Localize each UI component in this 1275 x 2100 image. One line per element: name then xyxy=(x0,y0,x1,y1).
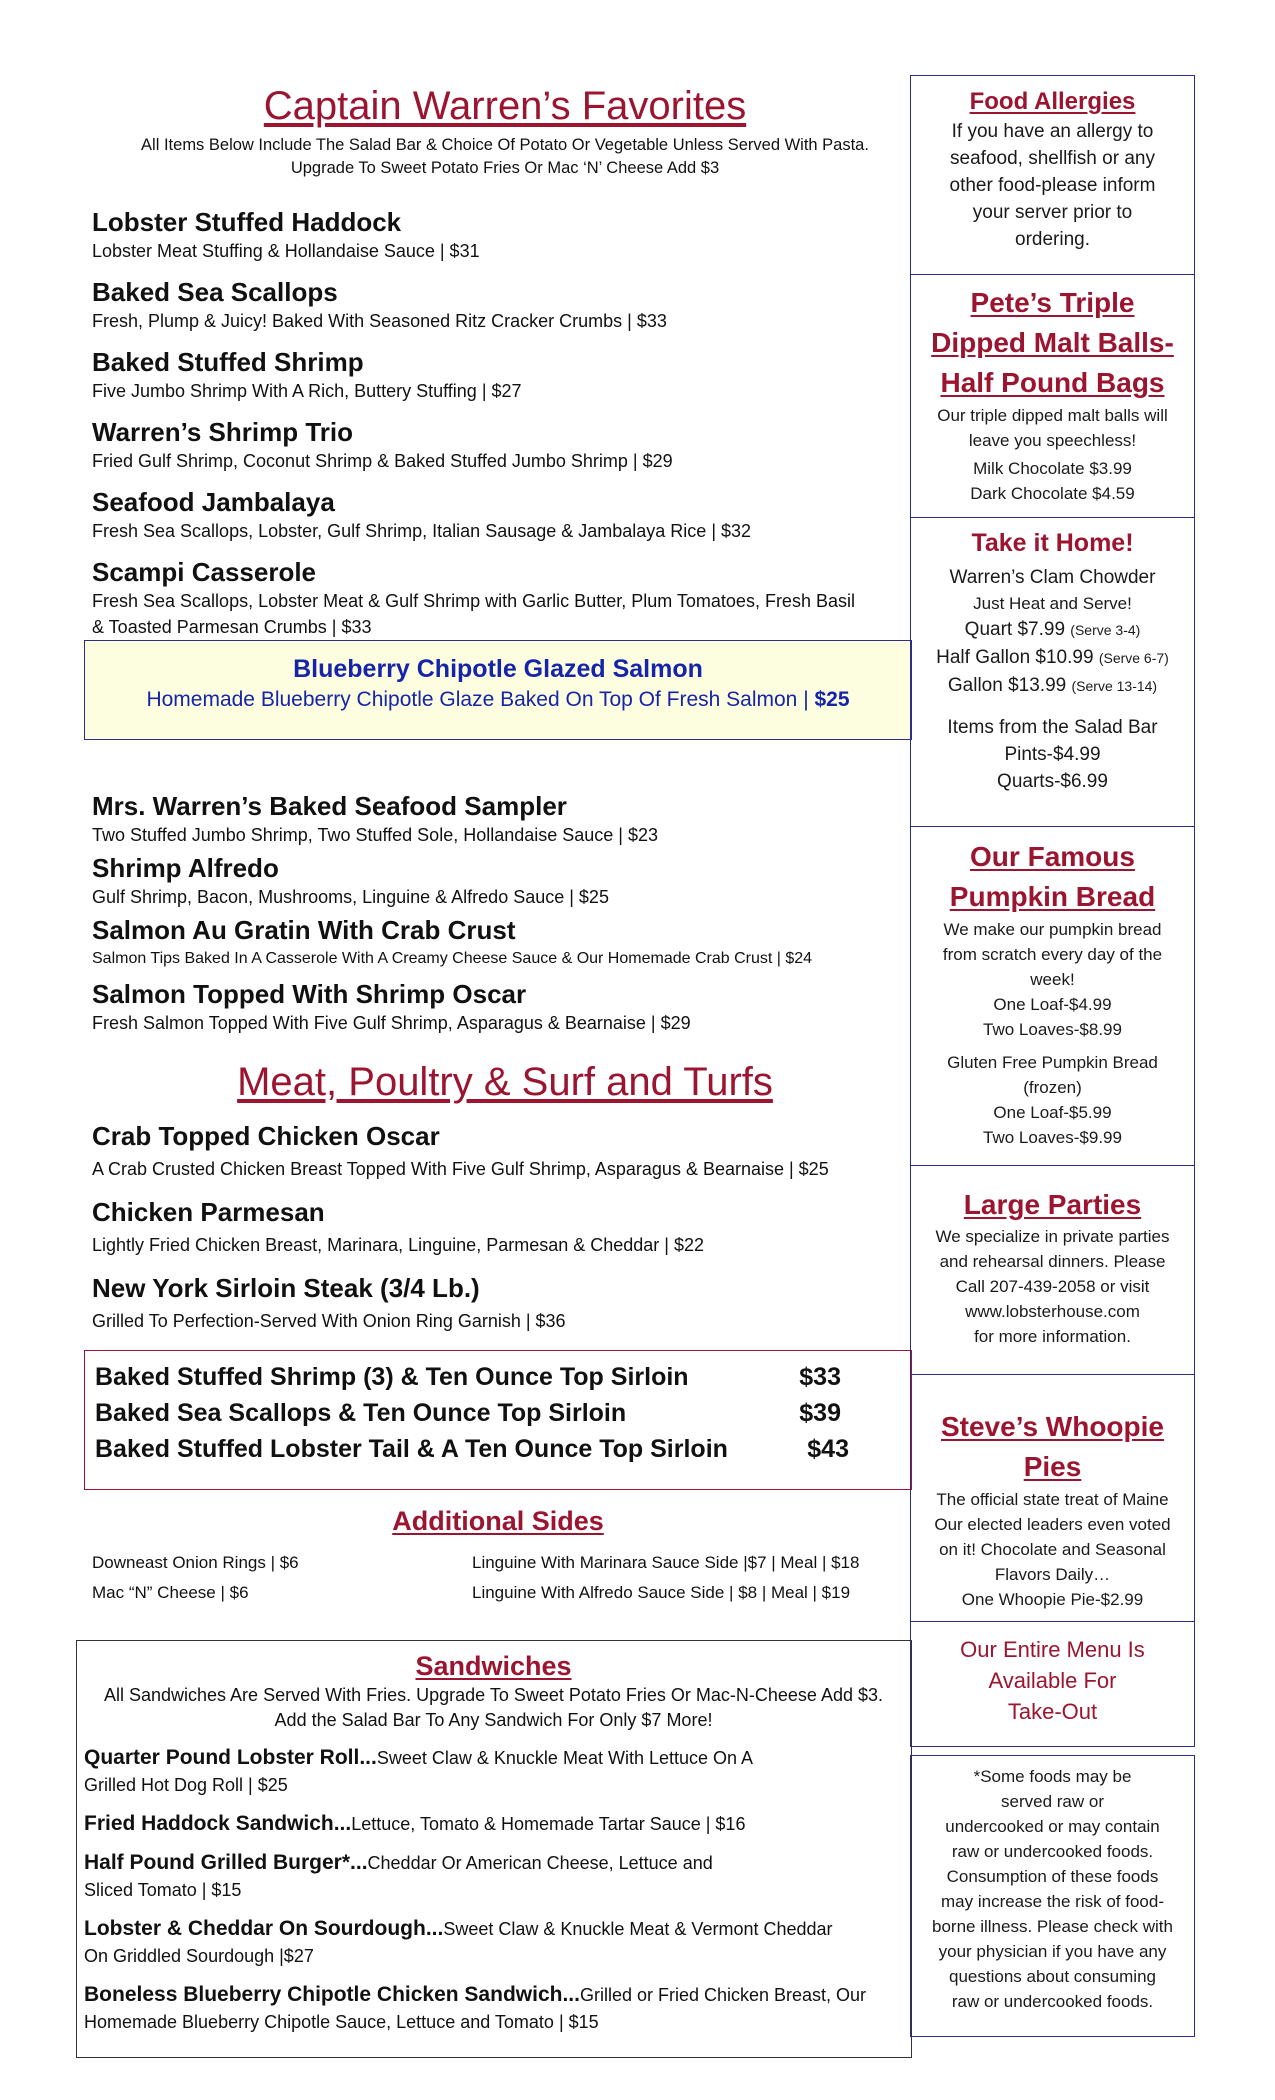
take-out-box: Our Entire Menu Is Available For Take-Out xyxy=(910,1621,1195,1747)
sides-right xyxy=(472,1548,912,1608)
featured-desc: Homemade Blueberry Chipotle Glaze Baked On Top Of Fresh Salmon | $25 xyxy=(146,688,850,711)
item-desc: Lightly Fried Chicken Breast, Marinara, Linguine, Parmesan & Cheddar | $22 xyxy=(92,1235,704,1255)
favorites-list xyxy=(92,206,912,640)
parties-title: Large Parties xyxy=(963,1189,1142,1220)
item-desc: Five Jumbo Shrimp With A Rich, Buttery Stuffing | $27 xyxy=(92,381,522,401)
malt-title: Pete’s Triple Dipped Malt Balls- Half Pound Bags xyxy=(931,287,1174,398)
item-name: Shrimp Alfredo xyxy=(92,853,279,883)
sandwiches-title: Sandwiches xyxy=(415,1651,572,1681)
featured-price: $25 xyxy=(814,688,850,711)
item-name: Warren’s Shrimp Trio xyxy=(92,417,354,447)
menu-item xyxy=(92,852,912,914)
sandwich-item: Half Pound Grilled Burger*...Cheddar Or American Cheese, Lettuce and Sliced Tomato | $15 xyxy=(84,1851,713,1900)
favorites-title: Captain Warren’s Favorites xyxy=(263,84,747,128)
chowder-size: Half Gallon $10.99 (Serve 6-7) xyxy=(936,647,1169,668)
menu-item xyxy=(92,486,912,556)
side-item: Mac “N” Cheese | $6 xyxy=(92,1583,249,1602)
sandwich-name: Lobster & Cheddar On Sourdough... xyxy=(84,1917,444,1940)
item-name: Salmon Topped With Shrimp Oscar xyxy=(92,979,527,1009)
item-name: Salmon Au Gratin With Crab Crust xyxy=(92,915,516,945)
take-it-home-box: Take it Home! Warren’s Clam Chowder Just Heat and Serve! Quart $7.99 (Serve 3-4) Half Gallon $10.99 (Serve 6-7) Gallon $13.99 (Serve 13-14) Items from the Salad Bar Pints-$4.99 Quarts-$6.99 xyxy=(910,517,1195,827)
item-name: Crab Topped Chicken Oscar xyxy=(92,1121,440,1151)
takehome-title: Take it Home! xyxy=(971,529,1134,557)
meat-title: Meat, Poultry & Surf and Turfs xyxy=(237,1060,773,1104)
item-desc: Two Stuffed Jumbo Shrimp, Two Stuffed Sole, Hollandaise Sauce | $23 xyxy=(92,825,659,845)
menu-item xyxy=(92,276,912,346)
sandwiches-box xyxy=(76,1640,912,2058)
item-desc: Fresh Salmon Topped With Five Gulf Shrimp, Asparagus & Bearnaise | $29 xyxy=(92,1013,691,1033)
chowder-size: Gallon $13.99 (Serve 13-14) xyxy=(947,675,1158,696)
item-name: Lobster Stuffed Haddock xyxy=(92,207,402,237)
menu-item xyxy=(92,978,912,1036)
sandwich-name: Fried Haddock Sandwich... xyxy=(84,1812,352,1835)
sides-left xyxy=(92,1548,472,1608)
item-name: Seafood Jambalaya xyxy=(92,487,335,517)
allergies-title: Food Allergies xyxy=(969,88,1136,115)
whoopie-pies-box: Steve’s Whoopie Pies The official state treat of Maine Our elected leaders even voted on it! Chocolate and Seasonal Flavors Daily… One Whoopie Pie-$2.99 xyxy=(910,1374,1195,1622)
side-item: Downeast Onion Rings | $6 xyxy=(92,1553,299,1572)
large-parties-box: Large Parties We specialize in private parties and rehearsal dinners. Please Call 207-439-2058 or visit www.lobsterhouse.com for more information. xyxy=(910,1165,1195,1375)
item-desc: A Crab Crusted Chicken Breast Topped With Five Gulf Shrimp, Asparagus & Bearnaise | $25 xyxy=(92,1159,829,1179)
food-allergies-box: Food Allergies If you have an allergy to seafood, shellfish or any other food-please inform your server prior to ordering. xyxy=(910,75,1195,275)
item-desc: Fresh Sea Scallops, Lobster Meat & Gulf Shrimp with Garlic Butter, Plum Tomatoes, Fresh Basil xyxy=(92,591,855,611)
sides-title: Additional Sides xyxy=(392,1506,604,1536)
chowder-size: Quart $7.99 (Serve 3-4) xyxy=(964,619,1141,640)
item-desc: Gulf Shrimp, Bacon, Mushrooms, Linguine & Alfredo Sauce | $25 xyxy=(92,887,609,907)
surf-turf-box xyxy=(84,1350,912,1490)
whoopie-title: Steve’s Whoopie Pies xyxy=(940,1411,1164,1482)
menu-item xyxy=(92,914,912,978)
item-name: New York Sirloin Steak (3/4 Lb.) xyxy=(92,1273,480,1303)
item-desc: Salmon Tips Baked In A Casserole With A Creamy Cheese Sauce & Our Homemade Crab Crust | $24 xyxy=(92,950,813,967)
raw-food-notice-box: *Some foods may be served raw or undercooked or may contain raw or undercooked foods. Consumption of these foods may increase the risk of food- borne illness. Please check with your physician if you have any questions about consuming raw or undercooked foods. xyxy=(910,1755,1195,2037)
favorites-note: All Items Below Include The Salad Bar & Choice Of Potato Or Vegetable Unless Served With Pasta. Upgrade To Sweet Potato Fries Or Mac ‘N’ Cheese Add $3 xyxy=(141,136,869,177)
sandwich-item: Fried Haddock Sandwich...Lettuce, Tomato & Homemade Tartar Sauce | $16 xyxy=(84,1812,746,1835)
menu-item xyxy=(92,346,912,416)
item-name: Scampi Casserole xyxy=(92,557,317,587)
menu-item xyxy=(92,1120,912,1196)
item-name: Baked Stuffed Shrimp xyxy=(92,347,364,377)
side-item: Linguine With Alfredo Sauce Side | $8 | Meal | $19 xyxy=(472,1583,851,1602)
menu-item xyxy=(92,556,912,640)
sandwich-name: Half Pound Grilled Burger*... xyxy=(84,1851,368,1874)
featured-name: Blueberry Chipotle Glazed Salmon xyxy=(293,655,703,683)
pumpkin-bread-box: Our Famous Pumpkin Bread We make our pumpkin bread from scratch every day of the week! One Loaf-$4.99 Two Loaves-$8.99 Gluten Free Pumpkin Bread (frozen) One Loaf-$5.99 Two Loaves-$9.99 xyxy=(910,826,1195,1166)
menu-item xyxy=(92,1272,912,1334)
menu-item xyxy=(92,790,912,852)
item-desc: Grilled To Perfection-Served With Onion Ring Garnish | $36 xyxy=(92,1311,566,1331)
item-name: Chicken Parmesan xyxy=(92,1197,325,1227)
item-desc: & Toasted Parmesan Crumbs | $33 xyxy=(92,617,372,637)
malt-balls-box: Pete’s Triple Dipped Malt Balls- Half Pound Bags Our triple dipped malt balls will leave you speechless! Milk Chocolate $3.99 Dark Chocolate $4.59 xyxy=(910,274,1195,518)
menu-item xyxy=(92,416,912,486)
sandwich-item: Lobster & Cheddar On Sourdough...Sweet Claw & Knuckle Meat & Vermont Cheddar On Griddled Sourdough |$27 xyxy=(84,1917,833,1966)
pumpkin-title: Our Famous Pumpkin Bread xyxy=(949,841,1156,912)
sandwich-name: Quarter Pound Lobster Roll... xyxy=(84,1746,377,1769)
item-desc: Fried Gulf Shrimp, Coconut Shrimp & Baked Stuffed Jumbo Shrimp | $29 xyxy=(92,451,673,471)
featured-salmon-box xyxy=(84,640,912,740)
sandwich-item: Boneless Blueberry Chipotle Chicken Sandwich...Grilled or Fried Chicken Breast, Our Homemade Blueberry Chipotle Sauce, Lettuce and Tomato | $15 xyxy=(84,1983,867,2032)
menu-item xyxy=(92,206,912,276)
sandwich-item: Quarter Pound Lobster Roll...Sweet Claw & Knuckle Meat With Lettuce On A Grilled Hot Dog Roll | $25 xyxy=(84,1746,754,1795)
combo-row: Baked Stuffed Shrimp (3) & Ten Ounce Top Sirloin $33 xyxy=(95,1363,841,1391)
sandwich-name: Boneless Blueberry Chipotle Chicken Sandwich... xyxy=(84,1983,580,2006)
favorites-list-2 xyxy=(92,790,912,1036)
sandwiches-note: All Sandwiches Are Served With Fries. Upgrade To Sweet Potato Fries Or Mac-N-Cheese Add $3. Add the Salad Bar To Any Sandwich For Only $7 More! xyxy=(103,1685,883,1730)
item-desc: Fresh, Plump & Juicy! Baked With Seasoned Ritz Cracker Crumbs | $33 xyxy=(92,311,667,331)
menu-item xyxy=(92,1196,912,1272)
item-name: Mrs. Warren’s Baked Seafood Sampler xyxy=(92,791,567,821)
item-desc: Lobster Meat Stuffing & Hollandaise Sauce | $31 xyxy=(92,241,480,261)
meat-list xyxy=(92,1120,912,1334)
item-desc: Fresh Sea Scallops, Lobster, Gulf Shrimp, Italian Sausage & Jambalaya Rice | $32 xyxy=(92,521,752,541)
side-item: Linguine With Marinara Sauce Side |$7 | Meal | $18 xyxy=(472,1553,860,1572)
combo-row: Baked Sea Scallops & Ten Ounce Top Sirloin $39 xyxy=(95,1399,841,1427)
combo-row: Baked Stuffed Lobster Tail & A Ten Ounce Top Sirloin $43 xyxy=(95,1435,849,1463)
item-name: Baked Sea Scallops xyxy=(92,277,338,307)
